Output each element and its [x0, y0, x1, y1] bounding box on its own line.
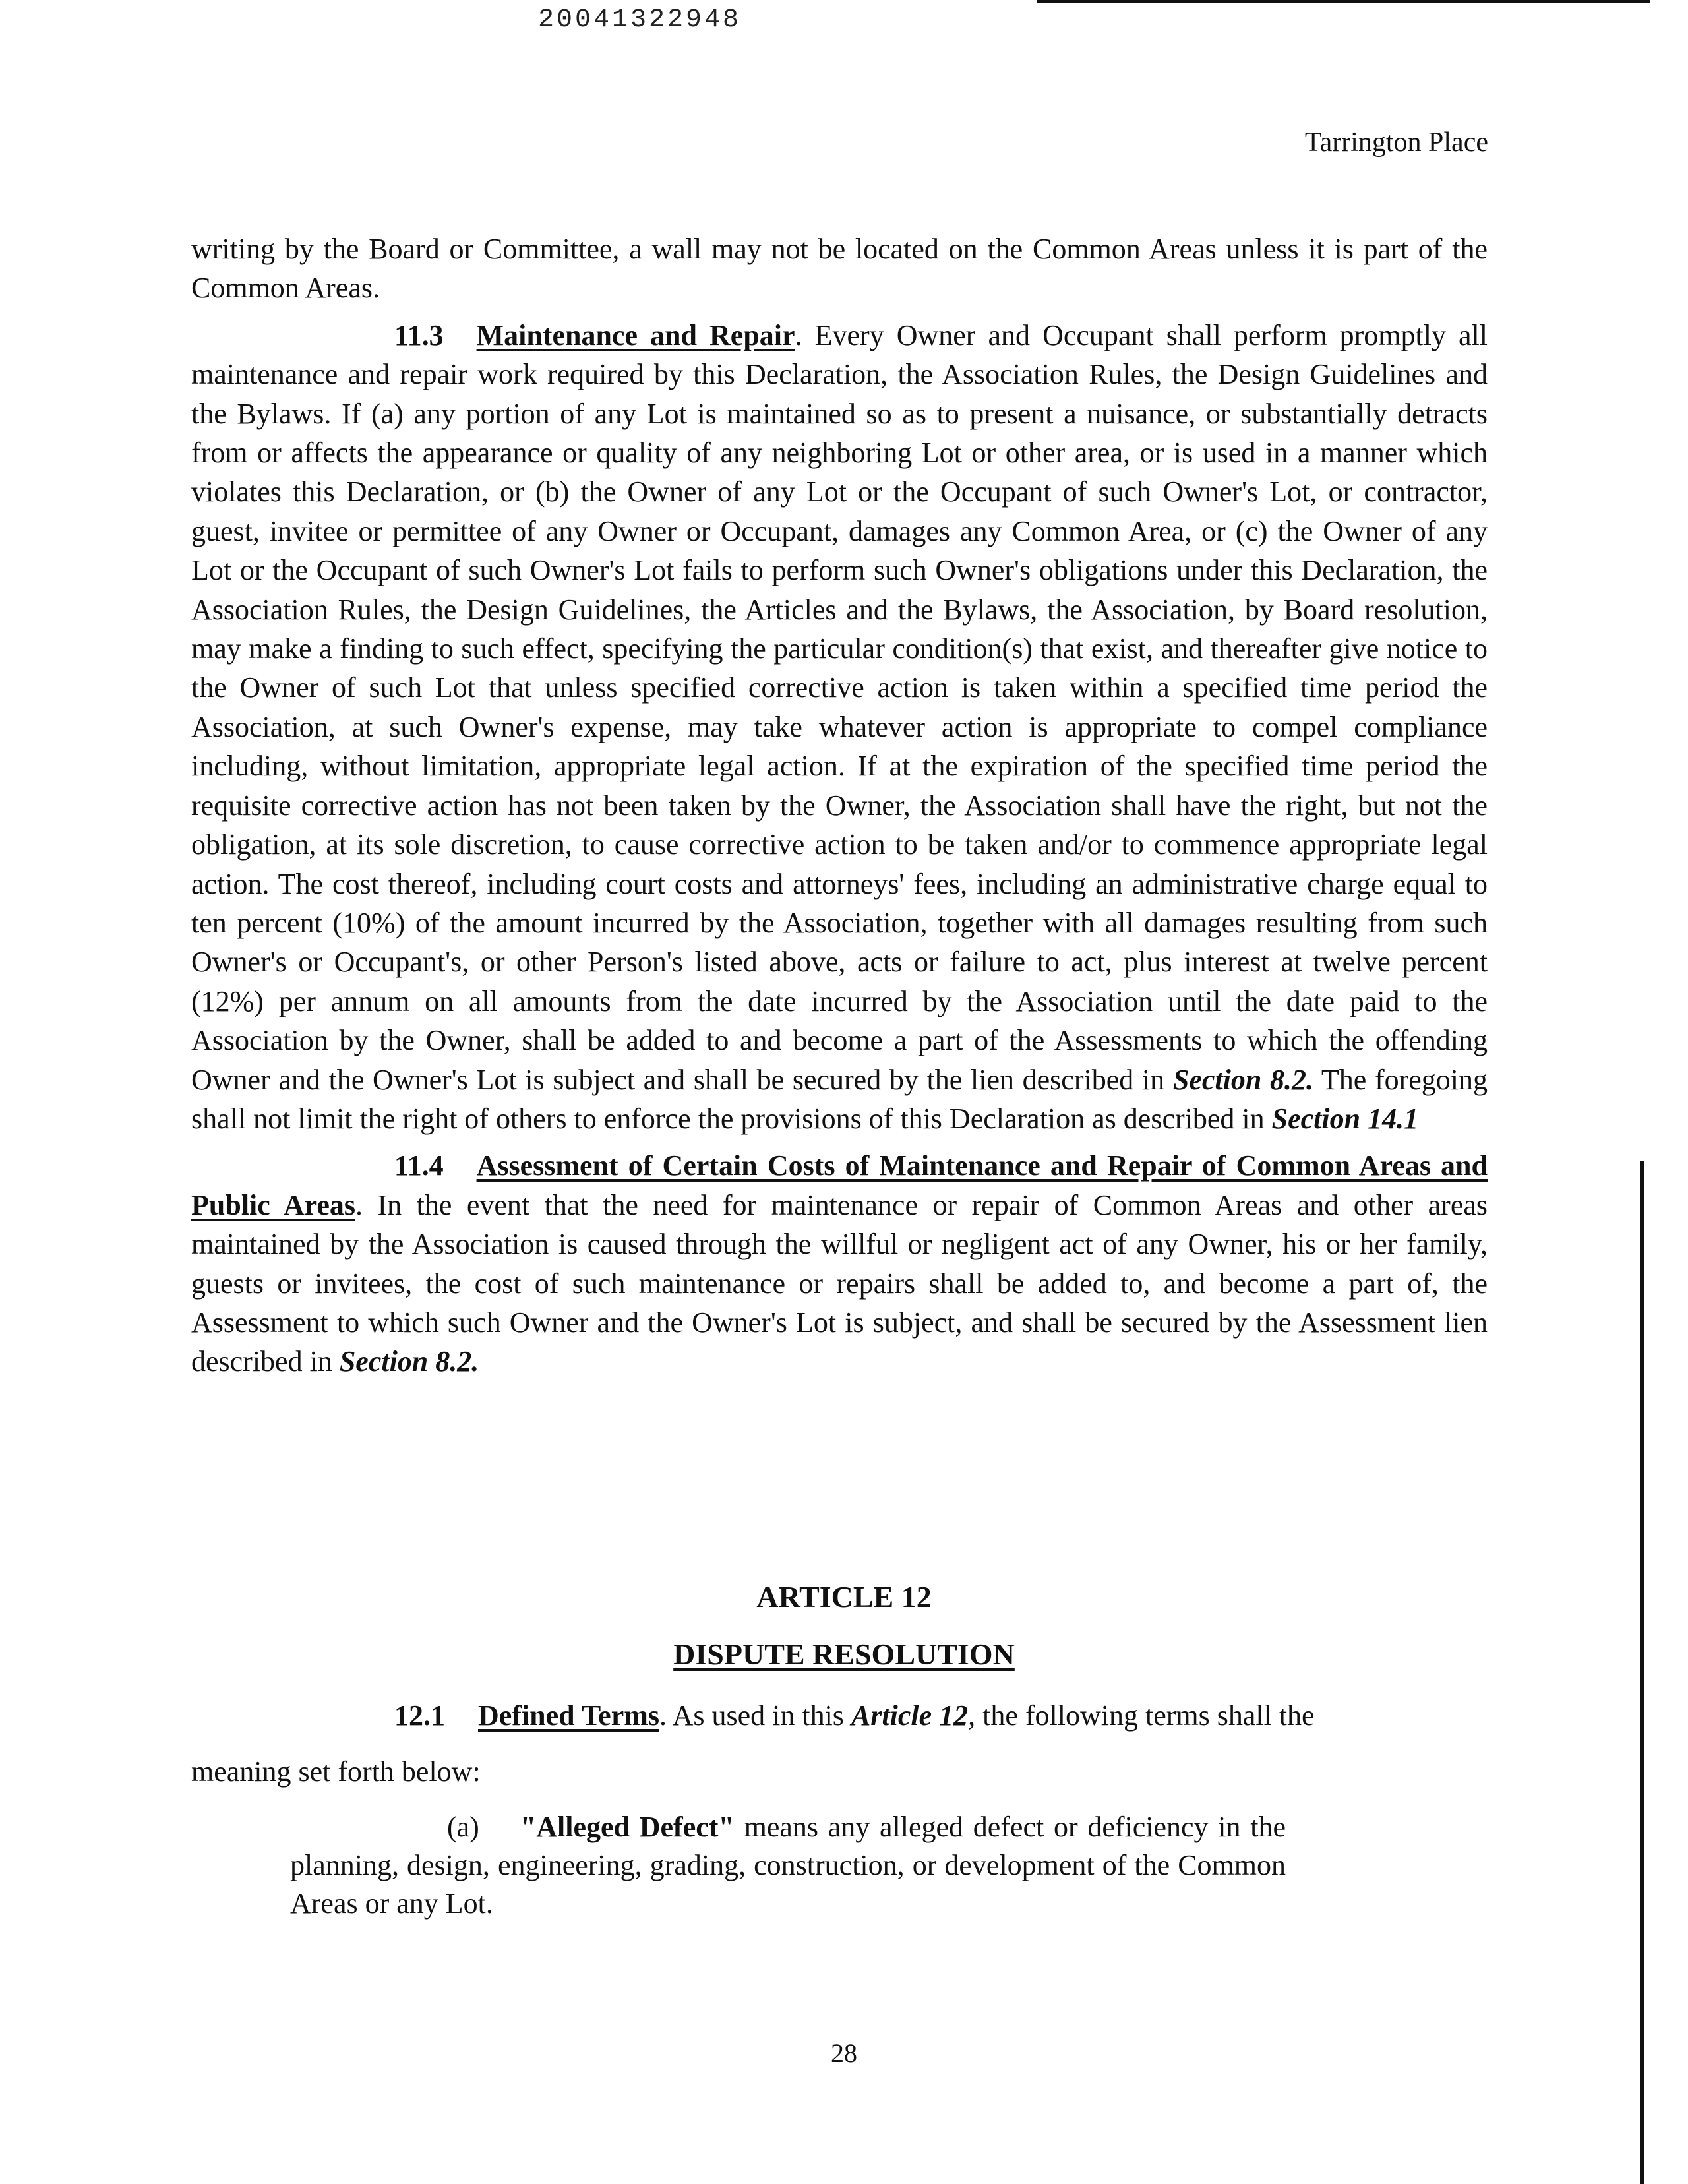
scan-edge-bar: [1640, 1161, 1644, 2184]
section-heading: Defined Terms: [478, 1699, 659, 1732]
document-stamp-number: 20041322948: [538, 5, 742, 35]
section-number: 12.1: [394, 1699, 445, 1732]
section-11-3-paragraph: [191, 316, 1488, 1139]
section-reference: Section 8.2.: [1172, 1063, 1313, 1096]
section-reference: Section 14.1: [1271, 1102, 1419, 1135]
section-text: , the following terms shall the: [968, 1699, 1315, 1732]
carryover-paragraph: writing by the Board or Committee, a wall may not be located on the Common Areas unless it is part of the Common Areas.: [191, 233, 1488, 305]
page-number: 28: [831, 2038, 857, 2068]
section-number: 11.4: [394, 1149, 444, 1182]
section-reference: Article 12: [851, 1699, 969, 1732]
section-number: 11.3: [394, 318, 444, 351]
section-12-1-continuation: meaning set forth below:: [191, 1755, 481, 1788]
section-heading: Assessment of Certain Costs of Maintenance and Repair of Common Areas and Public Areas: [191, 1149, 1488, 1221]
defined-term: "Alleged Defect": [520, 1811, 735, 1843]
section-text: . Every Owner and Occupant shall perform promptly all maintenance and repair work required by this Declaration, the Association Rules, the Design Guidelines and the Bylaws. If (a) any portion of any Lot is maintained so as to present a nuisance, or substantially detracts from or affects the appearance or quality of any neighboring Lot or other area, or is used in a manner which violates this Declaration, or (b) the Owner of any Lot or the Occupant of such Owner's Lot, or contractor, guest, invitee or permittee of any Owner or Occupant, damages any Common Area, or (c) the Owner of any Lot or the Occupant of such Owner's Lot fails to perform such Owner's obligations under this Declaration, the Association Rules, the Design Guidelines, the Articles and the Bylaws, the Association, by Board resolution, may make a finding to such effect, specifying the particular condition(s) that exist, and thereafter give notice to the Owner of such Lot that unless specified corrective action is taken within a specified time period the Association, at such Owner's expense, may take whatever action is appropriate to compel compliance including, without limitation, appropriate legal action. If at the expiration of the specified time period the requisite corrective action has not been taken by the Owner, the Association shall have the right, but not the obligation, at its sole discretion, to cause corrective action to be taken and/or to commence appropriate legal action. The cost thereof, including court costs and attorneys' fees, including an administrative charge equal to ten percent (10%) of the amount incurred by the Association, together with all damages resulting from such Owner's or Occupant's, or other Person's listed above, acts or failure to act, plus interest at twelve percent (12%) per annum on all amounts from the date incurred by the Association until the date paid to the Association by the Owner, shall be added to and become a part of the Assessments to which the offending Owner and the Owner's Lot is subject and shall be secured by the lien described in: [191, 318, 1488, 1096]
document-body: [191, 229, 1488, 1381]
section-12-1-lead: [191, 1696, 1488, 1735]
section-11-4-paragraph: [191, 1146, 1488, 1381]
section-12-1-paragraph: [191, 1696, 1488, 1792]
subsection-text: means any alleged defect or deficiency in the planning, design, engineering, grading, construction, or development of the Common Areas or any Lot.: [290, 1811, 1286, 1920]
section-reference: Section 8.2.: [339, 1345, 479, 1378]
section-text: The foregoing shall not limit the right of others to enforce the provisions of this Declaration as described in: [191, 1063, 1488, 1135]
subsection-label: (a): [447, 1811, 479, 1843]
article-subtitle: DISPUTE RESOLUTION: [673, 1637, 1015, 1671]
section-text: . As used in this: [659, 1699, 851, 1732]
section-heading: Maintenance and Repair: [476, 318, 795, 351]
article-title: ARTICLE 12: [756, 1580, 932, 1614]
running-head: Tarrington Place: [1304, 127, 1488, 158]
subsection-a-paragraph: [290, 1808, 1286, 1923]
top-edge-rule: [1037, 0, 1650, 3]
section-text: . In the event that the need for maintenance or repair of Common Areas and other areas maintained by the Association is caused through the willful or negligent act of any Owner, his or her family, guests or invitees, the cost of such maintenance or repairs shall be added to, and become a part of, the Assessment to which such Owner and the Owner's Lot is subject, and shall be secured by the Assessment lien described in: [191, 1188, 1488, 1378]
